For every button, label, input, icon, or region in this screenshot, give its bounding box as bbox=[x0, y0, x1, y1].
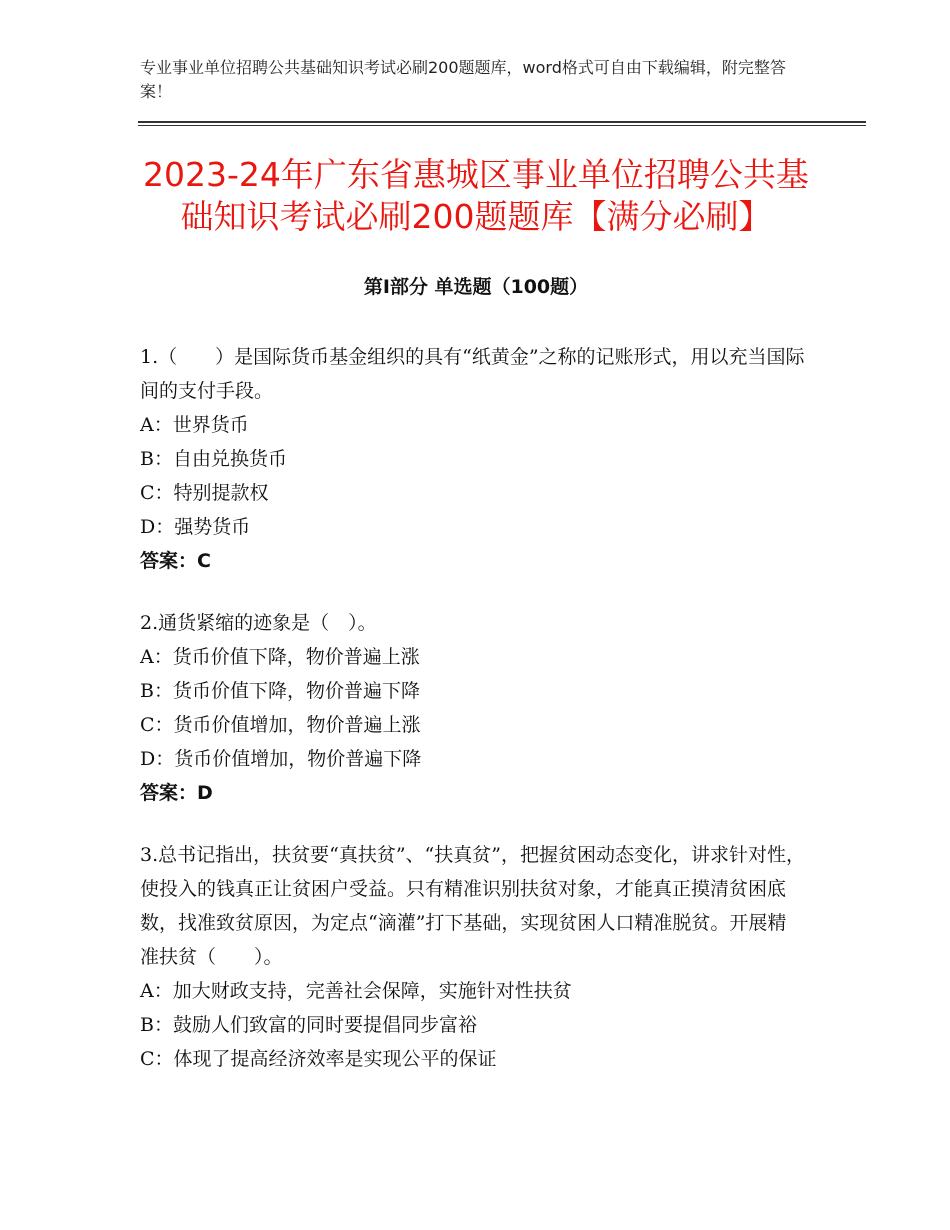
option-c: C：货币价值增加，物价普遍上涨 bbox=[140, 714, 421, 736]
question-answer: 答案：C bbox=[140, 550, 211, 572]
option-c: C：特别提款权 bbox=[140, 482, 269, 504]
option-a: A：货币价值下降，物价普遍上涨 bbox=[140, 646, 420, 668]
option-b: B：鼓励人们致富的同时要提倡同步富裕 bbox=[140, 1014, 477, 1036]
document-title: 2023-24年广东省惠城区事业单位招聘公共基础知识考试必刷200题题库【满分必刷】 bbox=[143, 155, 809, 236]
option-c: C：体现了提高经济效率是实现公平的保证 bbox=[140, 1048, 497, 1070]
header-note: 专业事业单位招聘公共基础知识考试必刷200题题库，word格式可自由下载编辑，附完整答案！ bbox=[140, 58, 786, 101]
header-rule-thick bbox=[138, 121, 866, 123]
question-stem: 2.通货紧缩的迹象是（ ）。 bbox=[140, 612, 377, 634]
option-b: B：货币价值下降，物价普遍下降 bbox=[140, 680, 420, 702]
section-title: 第Ⅰ部分 单选题（100题） bbox=[363, 276, 589, 298]
option-a: A：世界货币 bbox=[140, 414, 249, 436]
header-rule-thin bbox=[138, 125, 866, 126]
question-list bbox=[140, 340, 805, 1104]
option-b: B：自由兑换货币 bbox=[140, 448, 287, 470]
option-a: A：加大财政支持，完善社会保障，实施针对性扶贫 bbox=[140, 980, 572, 1002]
question-stem: 3.总书记指出，扶贫要“真扶贫”、“扶真贫”，把握贫困动态变化，讲求针对性，使投入的钱真正让贫困户受益。只有精准识别扶贫对象，才能真正摸清贫困底数，找准致贫原因，为定点“滴灌”打下基础，实现贫困人口精准脱贫。开展精准扶贫（ ）。 bbox=[140, 844, 805, 968]
question-2 bbox=[140, 606, 805, 810]
question-1 bbox=[140, 340, 805, 578]
question-answer: 答案：D bbox=[140, 782, 213, 804]
question-stem: 1.（ ）是国际货币基金组织的具有“纸黄金”之称的记账形式，用以充当国际间的支付手段。 bbox=[140, 346, 805, 402]
option-d: D：货币价值增加，物价普遍下降 bbox=[140, 748, 422, 770]
question-3 bbox=[140, 838, 805, 1076]
option-d: D：强势货币 bbox=[140, 516, 251, 538]
